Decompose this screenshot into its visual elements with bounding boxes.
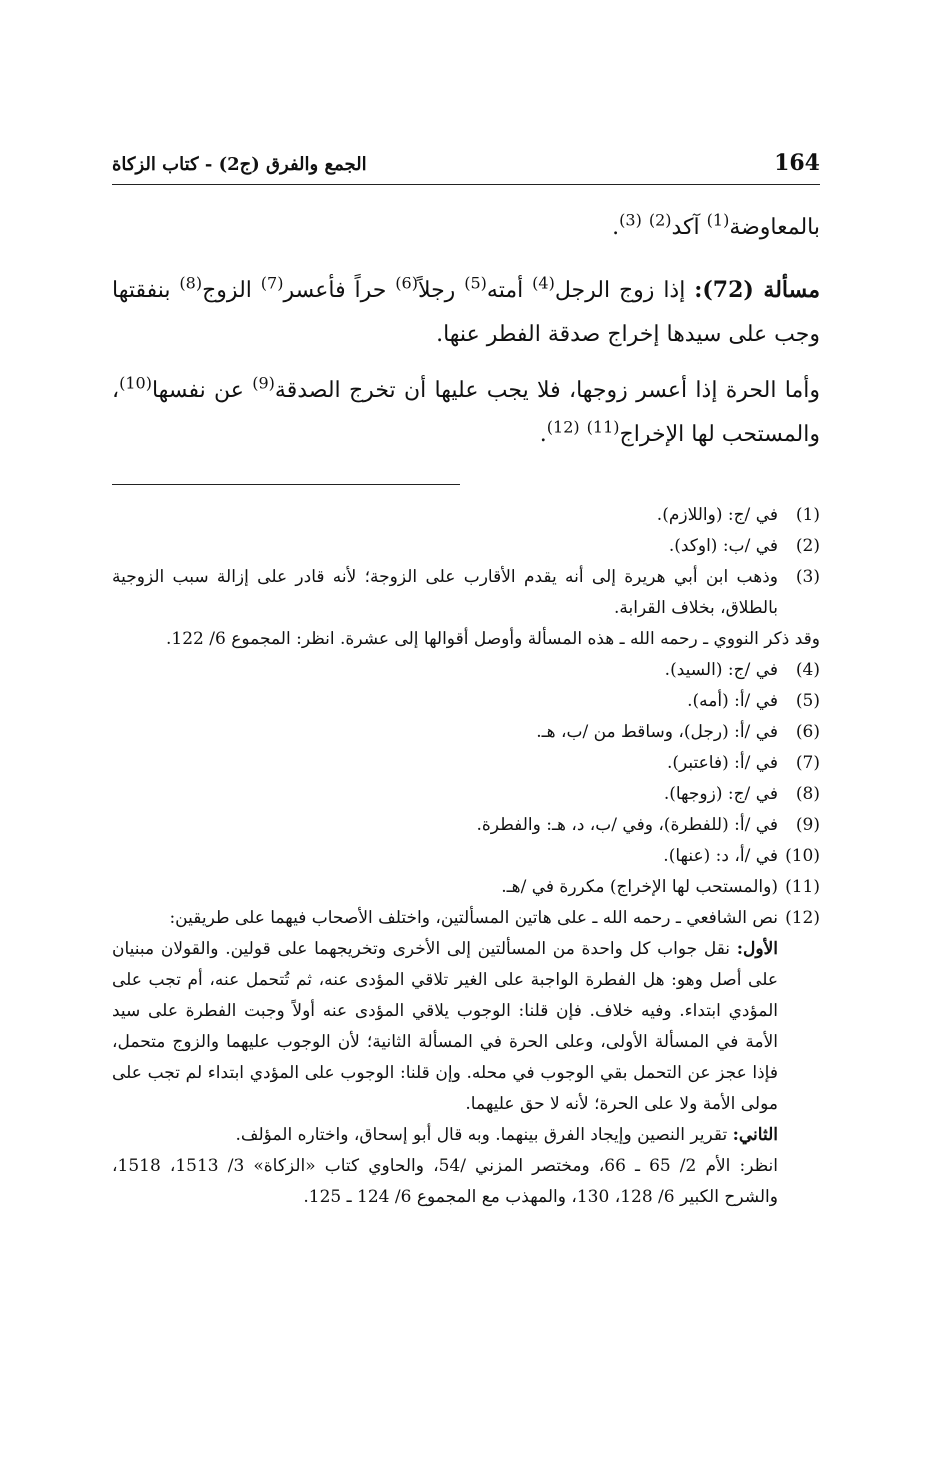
footnote-text: في /أ: (للفطرة)، وفي /ب، د، هـ: والفطرة. xyxy=(476,815,778,835)
footnote-text: في /أ: (رجل)، وساقط من /ب، هـ. xyxy=(536,722,778,742)
footnote-6 xyxy=(112,717,820,748)
body-line-1: بالمعاوضة$^{(1)}$ آكد$^{(2)}$ $^{(3)}$. xyxy=(612,210,820,240)
footnote-12-second-way xyxy=(112,1120,820,1151)
footnote-ref-4[interactable]: (4) xyxy=(532,273,555,293)
footnote-text: في /أ، د: (عنها). xyxy=(663,846,778,866)
issue-label: مسألة (72): xyxy=(694,277,821,303)
page-header xyxy=(112,148,820,185)
footnote-number: (3) xyxy=(795,567,820,587)
footnote-text: في /أ: (أمه). xyxy=(687,691,778,711)
footnote-number: (8) xyxy=(795,784,820,804)
footnote-8 xyxy=(112,779,820,810)
footnote-number: (5) xyxy=(795,691,820,711)
footnote-ref-7[interactable]: (7) xyxy=(260,273,284,293)
footnote-number: (12) xyxy=(785,908,820,928)
footnote-text: نص الشافعي ـ رحمه الله ـ على هاتين المسألتين، واختلف الأصحاب فيهما على طريقين: xyxy=(169,908,778,928)
footnote-separator xyxy=(112,484,460,485)
footnote-number: (7) xyxy=(795,753,820,773)
footnote-ref-9[interactable]: (9) xyxy=(252,373,275,393)
footnote-7 xyxy=(112,748,820,779)
main-text xyxy=(112,206,820,457)
book-page xyxy=(112,0,820,1477)
footnote-5 xyxy=(112,686,820,717)
footnote-number: (9) xyxy=(795,815,820,835)
footnote-text: في /ج: (واللازم). xyxy=(656,505,778,525)
footnote-text: في /ج: (السيد). xyxy=(664,660,778,680)
first-way-text: نقل جواب كل واحدة من المسألتين إلى الأخرى وتخريجهما على قولين. والقولان مبنيان على أصل وهو: هل الفطرة الواجبة على الغير تلاقي المؤدى عنه، ثم تُتحمل عنه، أم تجب على المؤدي ابتداء. وفيه خلاف. فإن قلنا: الوجوب يلاقي المؤدى عنه أولاً وجبت الفطرة على سيد الأمة في المسألة الأولى، وعلى الحرة في المسألة الثانية؛ لأن الوجوب عليهما والزوج متحمل، فإذا عجز عن التحمل بقي الوجوب في محله. وإن قلنا: الوجوب على المؤدي ابتداء لم تجب على مولى الأمة ولا على الحرة؛ لأنه لا حق عليهما. xyxy=(112,939,778,1114)
footnote-12-references: انظر: الأم 2/ 65 ـ 66، ومختصر المزني /54، والحاوي كتاب «الزكاة» 3/ 1513، 1518، والشرح الكبير 6/ 128، 130، والمهذب مع المجموع 6/ 124 ـ 125. xyxy=(112,1156,779,1207)
footnote-12-first-way xyxy=(112,934,820,1120)
footnote-text: وذهب ابن أبي هريرة إلى أنه يقدم الأقارب على الزوجة؛ لأنه قادر على إزالة سبب الزوجية بالطلاق، بخلاف القرابة. xyxy=(112,567,778,618)
footnote-ref-10[interactable]: (10) xyxy=(119,373,152,393)
footnotes xyxy=(112,500,820,1213)
second-paragraph: وأما الحرة إذا أعسر زوجها، فلا يجب عليها أن تخرج الصدقة$^{(9)}$ عن نفسها$^{(10)}$، والمستحب لها الإخراج$^{(11)}$ $^{(12)}$. xyxy=(112,373,820,447)
footnote-ref-12[interactable]: (12) xyxy=(546,417,580,437)
footnote-10 xyxy=(112,841,820,872)
footnote-ref-8[interactable]: (8) xyxy=(179,273,203,293)
footnote-number: (4) xyxy=(795,660,820,680)
running-title: الجمع والفرق (ج2) - كتاب الزكاة xyxy=(112,154,367,175)
first-way-label: الأول: xyxy=(736,939,778,959)
footnote-4 xyxy=(112,655,820,686)
issue-paragraph: مسألة (72): إذا زوج الرجل$^{(4)}$ أمته$^{(5)}$ رجلاً$^{(6)}$ حراً فأعسر$^{(7)}$ الزوج$^{(8)}$ بنفقتها وجب على سيدها إخراج صدقة الفطر عنها. xyxy=(112,273,821,347)
footnote-number: (6) xyxy=(795,722,820,742)
footnote-text: في /أ: (فاعتبر). xyxy=(666,753,778,773)
footnote-text: في /ب: (اوكد). xyxy=(668,536,778,556)
footnote-2 xyxy=(112,531,820,562)
footnote-3-continuation xyxy=(112,624,820,655)
footnote-ref-11[interactable]: (11) xyxy=(586,417,620,437)
footnote-number: (1) xyxy=(795,505,820,525)
footnote-number: (10) xyxy=(785,846,820,866)
footnote-number: (11) xyxy=(785,877,820,897)
footnote-text: في /ج: (زوجها). xyxy=(663,784,778,804)
footnote-number: (2) xyxy=(795,536,820,556)
footnote-ref-1[interactable]: (1) xyxy=(706,210,730,230)
footnote-12 xyxy=(112,903,820,934)
page-number: 164 xyxy=(774,150,820,176)
footnote-ref-6[interactable]: (6) xyxy=(395,273,418,293)
footnote-9 xyxy=(112,810,820,841)
second-way-label: الثاني: xyxy=(732,1125,778,1145)
footnote-3 xyxy=(112,562,820,624)
footnote-ref-3[interactable]: (3) xyxy=(619,210,642,230)
footnote-text: (والمستحب لها الإخراج) مكررة في /هـ. xyxy=(501,877,778,897)
footnote-11 xyxy=(112,872,820,903)
second-way-text: تقرير النصين وإيجاد الفرق بينهما. وبه قال أبو إسحاق، واختاره المؤلف. xyxy=(235,1125,733,1145)
footnote-text: وقد ذكر النووي ـ رحمه الله ـ هذه المسألة وأوصل أقوالها إلى عشرة. انظر: المجموع 6/ 122. xyxy=(166,629,820,649)
footnote-ref-5[interactable]: (5) xyxy=(464,273,487,293)
footnote-ref-2[interactable]: (2) xyxy=(648,210,672,230)
footnote-1 xyxy=(112,500,820,531)
